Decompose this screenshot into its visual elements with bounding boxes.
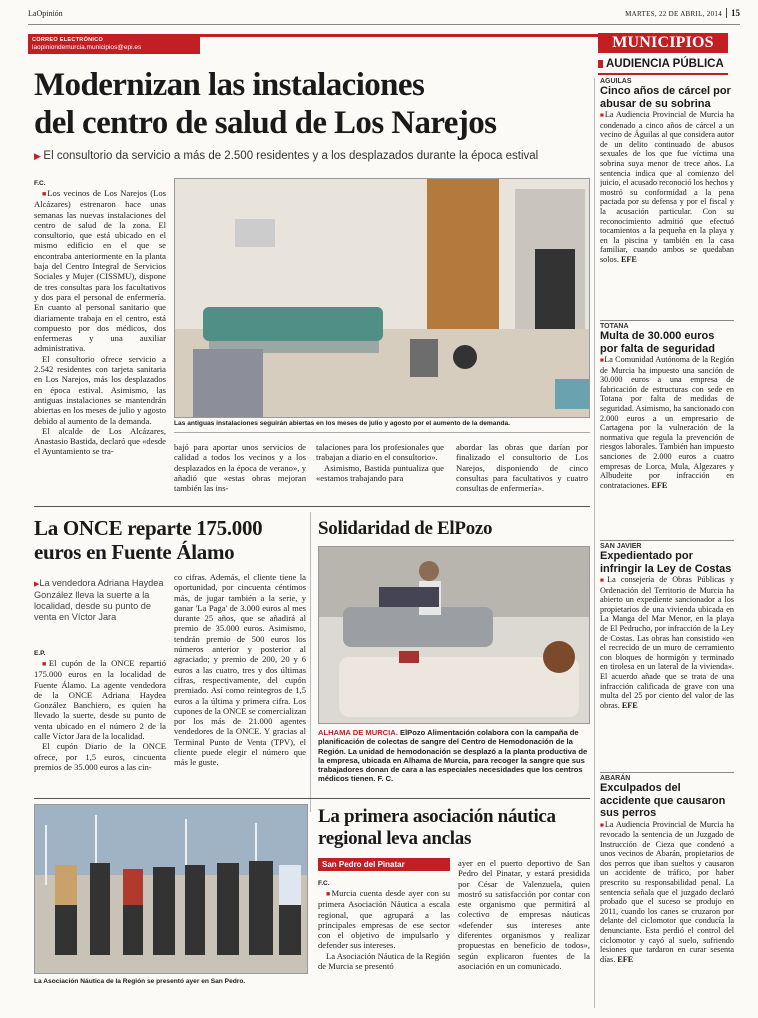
brief-text: La Audiencia Provincial de Murcia ha revocado la sentencia de un Juzgado de Instrucción de Cieza que condenó a unos vecinos de Abarán, propietarios de dos perros que iban sueltos y causaron un accidente de tráfico, por haber prescrito su responsabilidad penal. La sentencia señala que el juzgado declaró probado que el suceso se produjo en 2011, cuando los canes se cruzaron por delante del ciclomotor que conducía la denunciante. Esta perdió el control del ciclomotor y cayó al suelo, sufriendo lesiones que tardaron en curar sesenta días.	[600, 819, 734, 964]
elpozo-caption-text: ElPozo Alimentación colabora con la campaña de planificación de colectas de sangre del Centro de Hemodonación de la Región. La unidad de hemodonación se desplazó a la planta productiva de la empresa, ubicada en Alhama de Murcia, para recoger la sangre que sus trabajadores donan de cara a las especiales necesidades que los centros médicos tienen.	[318, 728, 588, 784]
brief-title: Cinco años de cárcel por abusar de su sobrina	[600, 85, 731, 110]
section-rule	[34, 506, 590, 507]
brief-abaran	[600, 772, 734, 1006]
nautical-photo	[34, 804, 308, 974]
brief-source: EFE	[651, 480, 668, 490]
once-column-2: co cifras. Además, el cliente tiene la oportunidad, por cincuenta céntimos más, de jugar también a la serie, y ganar 'La Paga' de 3.000 euros al mes durante 25 años, que se añadirá al premio de 35.000 euros. Asimismo, tendrán premio de 500 euros los números anterior y posterior al agraciado; y premio de 200, 20 y 6 euros a las cuatro, tres y dos últimas cifras, respectivamente, del cupón premiado. Así como reintegros de 1,5 euros a la última y primera cifra. Los cupones de la ONCE se comercializan por los más de 21.000 agentes vendedores de la ONCE. Y gracias al Terminal Punto de Venta (TPV), el cliente puede elegir el número que más le guste.	[174, 572, 306, 768]
elpozo-headline: Solidaridad de ElPozo	[318, 518, 493, 539]
main-column-3	[316, 442, 444, 483]
section-title: MUNICIPIOS	[598, 33, 728, 53]
email-address[interactable]: laopiniondemurcia.municipios@epi.es	[32, 44, 142, 51]
clinic-photo	[174, 178, 590, 418]
sidebar-divider	[594, 78, 595, 1008]
clinic-photo-caption: Las antiguas instalaciones seguirán abiertas en los meses de julio y agosto por el aumento de la demanda.	[174, 420, 511, 427]
page-header	[28, 6, 740, 22]
brief-body	[600, 110, 734, 265]
header-red-rule	[200, 34, 600, 37]
page-number: 15	[726, 8, 740, 18]
caption-rule	[174, 432, 590, 433]
subsection-title: AUDIENCIA PÚBLICA	[598, 56, 728, 72]
once-paragraph: El cupón Diario de la ONCE ofrece, por 1,5 euros, cincuenta premios de 35.000 euros a las cin-	[34, 741, 166, 772]
once-byline: E.P.	[34, 650, 46, 657]
brief-title: Expedientado por infringir la Ley de Costas	[600, 550, 732, 575]
header-rule	[28, 24, 740, 25]
main-paragraph: ■ Los vecinos de Los Narejos (Los Alcázares) estrenaron hace unas semanas las nuevas instalaciones del centro de salud de la zona. El consultorio, que está ubicado en el mismo edificio en el que se encontraba anteriormente en la planta baja del Centro Integral de Servicios Sociales y Mujer (CISSMU), dispone de tres consultas para los facultativos y dos para el personal de enfermería. En cuanto al personal sanitario que diariamente trabaja en el centro, está compuesto por dos médicos, dos enfermeras y una auxiliar administrativa.	[34, 188, 166, 354]
brief-body	[600, 355, 734, 490]
nautica-location-tag: San Pedro del Pinatar	[318, 858, 450, 871]
sidebar	[600, 78, 734, 1006]
nautica-paragraph: La Asociación Náutica de la Región de Murcia se presentó	[318, 950, 450, 972]
nautica-byline: F.C.	[318, 880, 330, 887]
newspaper-logo: LaOpinión	[28, 9, 63, 18]
once-paragraph: ■ El cupón de la ONCE repartió 175.000 euros en la localidad de Fuente Álamo. La agente vendedora de la ONCE Adriana Haydea González Banchiero, es quien ha llevado la suerte, desde su punto de venta ubicado en el número 2 de la calle Víctor Jara de la localidad.	[34, 658, 166, 741]
main-column-1	[34, 188, 166, 500]
once-column-1	[34, 658, 166, 812]
main-paragraph: El alcalde de Los Alcázares, Anastasio Bastida, declaró que «desde el Ayuntamiento se tra-	[34, 425, 166, 457]
nautical-photo-caption: La Asociación Náutica de la Región se presentó ayer en San Pedro.	[34, 978, 246, 985]
brief-body	[600, 820, 734, 965]
email-label: CORREO ELECTRÓNICO	[32, 37, 104, 43]
clinic-photo-illustration	[175, 179, 590, 418]
brief-text: La consejería de Obras Públicas y Ordenación del Territorio de Murcia ha abierto un expediente sancionador a los propietarios de una vivienda ubicada en La Manga del Mar Menor, en la playa de El Pedrucho, por infracción de la Ley de Costas. Las obras han consistido «en el recrecido de un muro de cerramiento con bloques de hormigón y terminado en tirolesa en un lateral de la vivienda». El acuerdo añade que se trata de una infracción calificada de grave con una multa del 25 por ciento del valor de las obras.	[600, 575, 734, 710]
main-headline	[34, 66, 594, 142]
brief-source: EFE	[621, 700, 638, 710]
brief-text: La Audiencia Provincial de Murcia ha condenado a cinco años de cárcel a un vecino de Águilas al que considera autor de un delito continuado de abusos sexuales de los que fue víctima una sobrina suya menor de trece años. La sentencia indica que al comienzo del juicio, el acusado reconoció los hechos y mostró su conformidad a la pena pactada por su defensa y por el fiscal y la acusación particular. Con su reconocimiento admitió que efectuó tocamientos a la pequeña en la playa y en la piscina y también en la casa familiar, cuando ambos se quedaban solos.	[600, 110, 734, 264]
once-divider	[310, 512, 311, 812]
blood-donation-illustration	[319, 547, 590, 724]
main-paragraph: talaciones para los profesionales que trabajan a diario en el consultorio».	[316, 442, 444, 463]
brief-text: La Comunidad Autónoma de la Región de Murcia ha impuesto una sanción de 30.000 euros a una empresa de fabricación de estructuras con sede en Totana por falta de medidas de seguridad. Asimismo, ha sancionado con 2.000 euros a un empresario de Cartagena por la vulneración de la normativa que regula la prevención de riesgos laborales. También han impuesto sanciones de 2.000 euros a cuatro empresas de Lorca, Mula, Algezares y Albudeite por infracción en contrataciones.	[600, 355, 734, 490]
brief-san-javier	[600, 540, 734, 770]
brief-body	[600, 575, 734, 710]
headline-line-1: Modernizan las instalaciones	[34, 67, 425, 103]
blood-donation-photo	[318, 546, 590, 724]
issue-date: MARTES, 22 DE ABRIL, 2014	[625, 10, 722, 18]
elpozo-caption	[318, 728, 590, 784]
brief-source: EFE	[617, 954, 634, 964]
main-column-2: bajó para aportar unos servicios de calidad a todos los vecinos y a los desplazados en la época de verano», y añadió que «estas obras mejoran también las ins-	[174, 442, 306, 494]
main-column-4: abordar las obras que darían por finalizado el consultorio de Los Narejos, disponiendo de cinco consultas para facultativos y cuatro consultas de enfermería».	[456, 442, 588, 494]
brief-aguilas	[600, 78, 734, 318]
nautica-column-2: ayer en el puerto deportivo de San Pedro del Pinatar, y estará presidida por César de Valenzuela, quien mostró su satisfacción por contar con este organismo que permitirá al colectivo de empresas náuticas «defender sus intereses ante diferentes organismos y realizar propuestas en beneficio de todos», según explicaron fuentes de la asociación en un comunicado.	[458, 858, 590, 971]
subsection-rule	[598, 73, 728, 75]
brief-kicker: TOTANA	[600, 323, 629, 330]
brief-title: Multa de 30.000 euros por falta de seguridad	[600, 330, 715, 355]
brief-totana	[600, 320, 734, 538]
main-paragraph: El consultorio ofrece servicio a 2.542 residentes con tarjeta sanitaria en Los Narejos, más los desplazados en época estival. Asimismo, las antiguas instalaciones se mantendrán abiertas en los meses de julio y agosto debido al aumento de la demanda.	[34, 353, 166, 426]
nautical-photo-illustration	[35, 805, 308, 974]
elpozo-byline: F. C.	[377, 774, 394, 784]
brief-kicker: ABARÁN	[600, 775, 631, 782]
elpozo-place: ALHAMA DE MURCIA.	[318, 728, 398, 737]
section-rule-2	[34, 798, 590, 799]
brief-kicker: ÁGUILAS	[600, 78, 632, 85]
main-deck: ▶ El consultorio da servicio a más de 2.500 residentes y a los desplazados durante la época estival	[34, 150, 594, 162]
once-headline: La ONCE reparte 175.000 euros en Fuente Álamo	[34, 516, 263, 564]
brief-title: Exculpados del accidente que causaron sus perros	[600, 782, 726, 819]
nautica-column-1	[318, 888, 450, 992]
once-lede: ▶ La vendedora Adriana Haydea González lleva la suerte a la localidad, desde su punto de venta en Víctor Jara	[34, 578, 170, 623]
main-paragraph: Asimismo, Bastida puntualiza que «estamos trabajando para	[316, 462, 444, 483]
email-box	[28, 34, 200, 54]
main-byline: F.C.	[34, 180, 46, 187]
nautica-paragraph: ■ Murcia cuenta desde ayer con su primera Asociación Náutica a escala regional, que agrupará a las principales empresas de ese sector con el objetivo de impulsarlo y defender sus intereses.	[318, 888, 450, 951]
brief-kicker: SAN JAVIER	[600, 543, 642, 550]
nautica-headline: La primera asociación náutica regional leva anclas	[318, 806, 556, 849]
brief-source: EFE	[620, 254, 637, 264]
headline-line-2: del centro de salud de Los Narejos	[34, 105, 497, 141]
